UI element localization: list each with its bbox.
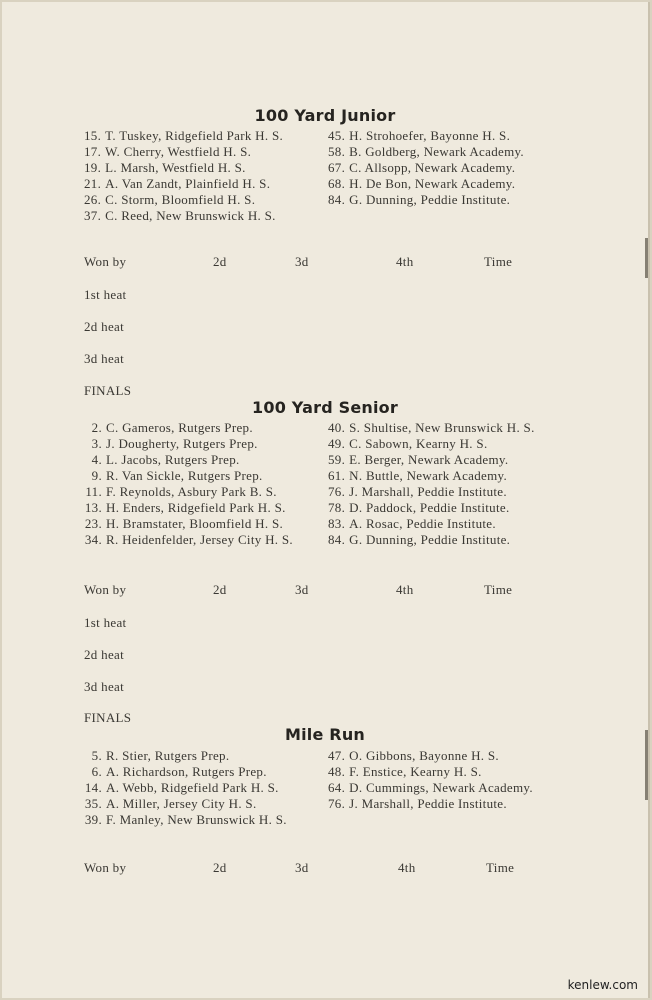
heat-label: 2d heat [84,647,125,662]
event-title: Mile Run [284,725,365,744]
entrant: 84. G. Dunning, Peddie Institute. [328,532,511,547]
fourth-label: 4th [396,582,414,597]
entrant: 76. J. Marshall, Peddie Institute. [328,484,507,499]
entrant: 15. T. Tuskey, Ridgefield Park H. S. [84,128,284,143]
entrant: 19. L. Marsh, Westfield H. S. [84,160,246,175]
entrant: 84. G. Dunning, Peddie Institute. [328,192,511,207]
entrant: 67. C. Allsopp, Newark Academy. [328,160,516,175]
third-label: 3d [295,582,309,597]
entrant: 49. C. Sabown, Kearny H. S. [328,436,488,451]
entrant: 61. N. Buttle, Newark Academy. [328,468,508,483]
won-by-label: Won by [84,582,127,597]
results-header [2,582,648,598]
entrant: 83. A. Rosac, Peddie Institute. [328,516,496,531]
time-label: Time [484,254,513,269]
entrant: 2. C. Gameros, Rutgers Prep. [91,420,253,435]
entrant: 48. F. Enstice, Kearny H. S. [328,764,482,779]
entrant: 3. J. Dougherty, Rutgers Prep. [91,436,258,451]
entrant: 47. O. Gibbons, Bayonne H. S. [328,748,499,763]
entrant: 35. A. Miller, Jersey City H. S. [84,796,257,811]
results-header [2,860,648,876]
time-label: Time [486,860,515,875]
entrant: 9. R. Van Sickle, Rutgers Prep. [91,468,263,483]
won-by-label: Won by [84,254,127,269]
entrant: 21. A. Van Zandt, Plainfield H. S. [84,176,271,191]
fourth-label: 4th [398,860,416,875]
entrants-left-list [84,748,287,828]
entrant: 40. S. Shultise, New Brunswick H. S. [328,420,535,435]
second-label: 2d [213,582,227,597]
finals-label: FINALS [84,383,132,398]
entrant: 64. D. Cummings, Newark Academy. [328,780,533,795]
entrant: 6. A. Richardson, Rutgers Prep. [91,764,267,779]
entrant: 78. D. Paddock, Peddie Institute. [328,500,510,515]
entrant: 45. H. Strohoefer, Bayonne H. S. [328,128,511,143]
entrant: 23. H. Bramstater, Bloomfield H. S. [84,516,284,531]
entrant: 17. W. Cherry, Westfield H. S. [84,144,252,159]
third-label: 3d [295,254,309,269]
event-title: 100 Yard Senior [252,398,398,417]
fourth-label: 4th [396,254,414,269]
entrant: 58. B. Goldberg, Newark Academy. [328,144,524,159]
third-label: 3d [295,860,309,875]
time-label: Time [484,582,513,597]
site-watermark: kenlew.com [567,978,638,992]
entrants-left-list [84,420,293,548]
entrant: 37. C. Reed, New Brunswick H. S. [84,208,276,223]
won-by-label: Won by [84,860,127,875]
results-header [2,254,648,270]
entrant: 26. C. Storm, Bloomfield H. S. [84,192,256,207]
entrants-right-list [328,128,524,208]
second-label: 2d [213,860,227,875]
heat-label: 1st heat [84,287,127,302]
entrant: 59. E. Berger, Newark Academy. [328,452,509,467]
entrant: 39. F. Manley, New Brunswick H. S. [84,812,287,827]
entrant: 11. F. Reynolds, Asbury Park B. S. [85,484,277,499]
second-label: 2d [213,254,227,269]
heat-label: 2d heat [84,319,125,334]
entrants-right-list [328,748,533,812]
entrant: 68. H. De Bon, Newark Academy. [328,176,516,191]
heat-label: 3d heat [84,351,125,366]
entrants-right-list [328,420,535,548]
entrant: 14. A. Webb, Ridgefield Park H. S. [84,780,279,795]
program-page [2,2,650,998]
entrant: 5. R. Stier, Rutgers Prep. [91,748,230,763]
entrant: 76. J. Marshall, Peddie Institute. [328,796,507,811]
entrant: 34. R. Heidenfelder, Jersey City H. S. [84,532,293,547]
heat-label: 1st heat [84,615,127,630]
event-title: 100 Yard Junior [254,106,396,125]
heat-label: 3d heat [84,679,125,694]
entrants-left-list [84,128,283,224]
entrant: 13. H. Enders, Ridgefield Park H. S. [84,500,286,515]
entrant: 4. L. Jacobs, Rutgers Prep. [91,452,240,467]
finals-label: FINALS [84,710,132,725]
